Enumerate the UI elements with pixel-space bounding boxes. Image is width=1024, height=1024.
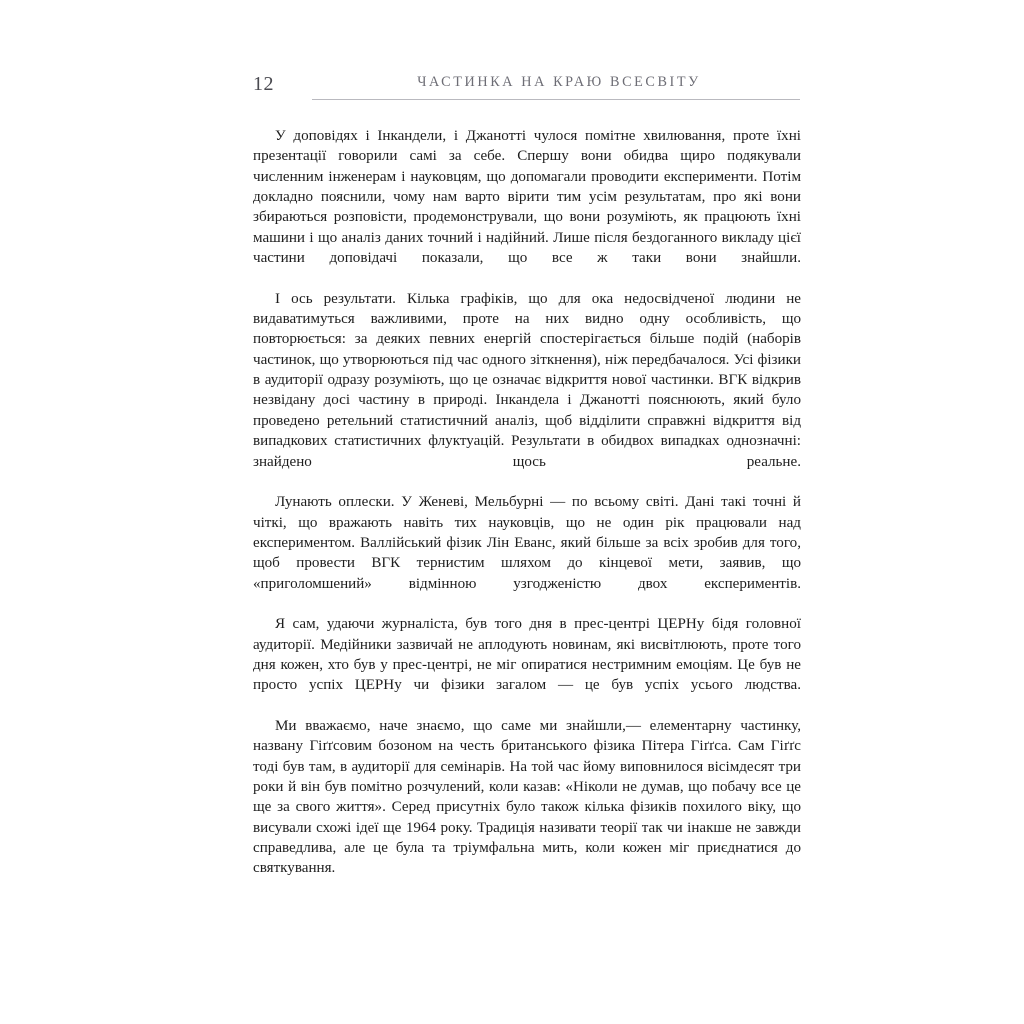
paragraph: Я сам, удаючи журналіста, був того дня в прес-центрі ЦЕРНу бідя головної аудиторії. Медійники зазвичай не аплодують новинам, які висвітлюють, проте того дня кожен, хто був у прес-центрі, не міг опиратися нестримним емоціям. Це був не просто успіх ЦЕРНу чи фізики загалом — це був успіх усього людства. xyxy=(253,616,801,694)
page-header xyxy=(253,72,800,106)
paragraph: Лунають оплески. У Женеві, Мельбурні — по всьому світі. Дані такі точні й чіткі, що вражають навіть тих науковців, що не один рік працювали над експериментом. Валлійський фізик Лін Еванс, який більше за всіх зробив для того, щоб провести ВГК тернистим шляхом до кінцевої мети, заявив, що «приголомшений» відмінною узгодженістю двох експериментів. xyxy=(253,494,801,592)
page-number: 12 xyxy=(253,73,274,95)
paragraph: І ось результати. Кілька графіків, що для ока недосвідченої людини не видаватимуться важливими, проте на них видно одну особливість, що повторюється: за деяких певних енергій спостерігається більше подій (наборів частинок, що утворюються під час одного зіткнення), ніж передбачалося. Усі фізики в аудиторії одразу розуміють, що це означає відкриття нової частинки. ВГК відкрив незвідану досі частину в природі. Інкандела і Джанотті пояснюють, який було проведено ретельний статистичний аналіз, щоб відділити справжні відкриття від випадкових статистичних флуктуацій. Результати в обидвох випадках однозначні: знайдено щось реальне. xyxy=(253,290,801,470)
body-text-column xyxy=(253,126,801,899)
paragraph: Ми вважаємо, наче знаємо, що саме ми знайшли,— елементарну частинку, названу Гіґґсовим бозоном на честь британського фізика Пітера Гіґґса. Сам Гіґґс тоді був там, в аудиторії для семінарів. На той час йому виповнилося вісімдесят три роки й він був помітно розчулений, коли казав: «Ніколи не думав, що побачу все це ще за свого життя». Серед присутніх було також кілька фізиків похилого віку, що висували схожі ідеї ще 1964 року. Традиція називати теорії так чи інакше не завжди справедлива, але це була та тріумфальна мить, коли кожен міг приєднатися до святкування. xyxy=(253,717,801,877)
paragraph: У доповідях і Інкандели, і Джанотті чулося помітне хвилювання, проте їхні презентації говорили самі за себе. Спершу вони обидва щиро подякували численним інженерам і науковцям, що допомагали проводити експерименти. Потім докладно пояснили, чому нам варто вірити тим усім результатам, про які вони збираються розповісти, продемонстрували, що вони розуміють, як працюють їхні машини і що аналіз даних точний і надійний. Лише після бездоганного викладу цієї частини доповідачі показали, що все ж таки вони знайшли. xyxy=(253,128,801,267)
header-divider xyxy=(312,99,800,100)
running-head xyxy=(312,72,800,102)
running-title-text: ЧАСТИНКА НА КРАЮ ВСЕСВІТУ xyxy=(417,74,701,90)
